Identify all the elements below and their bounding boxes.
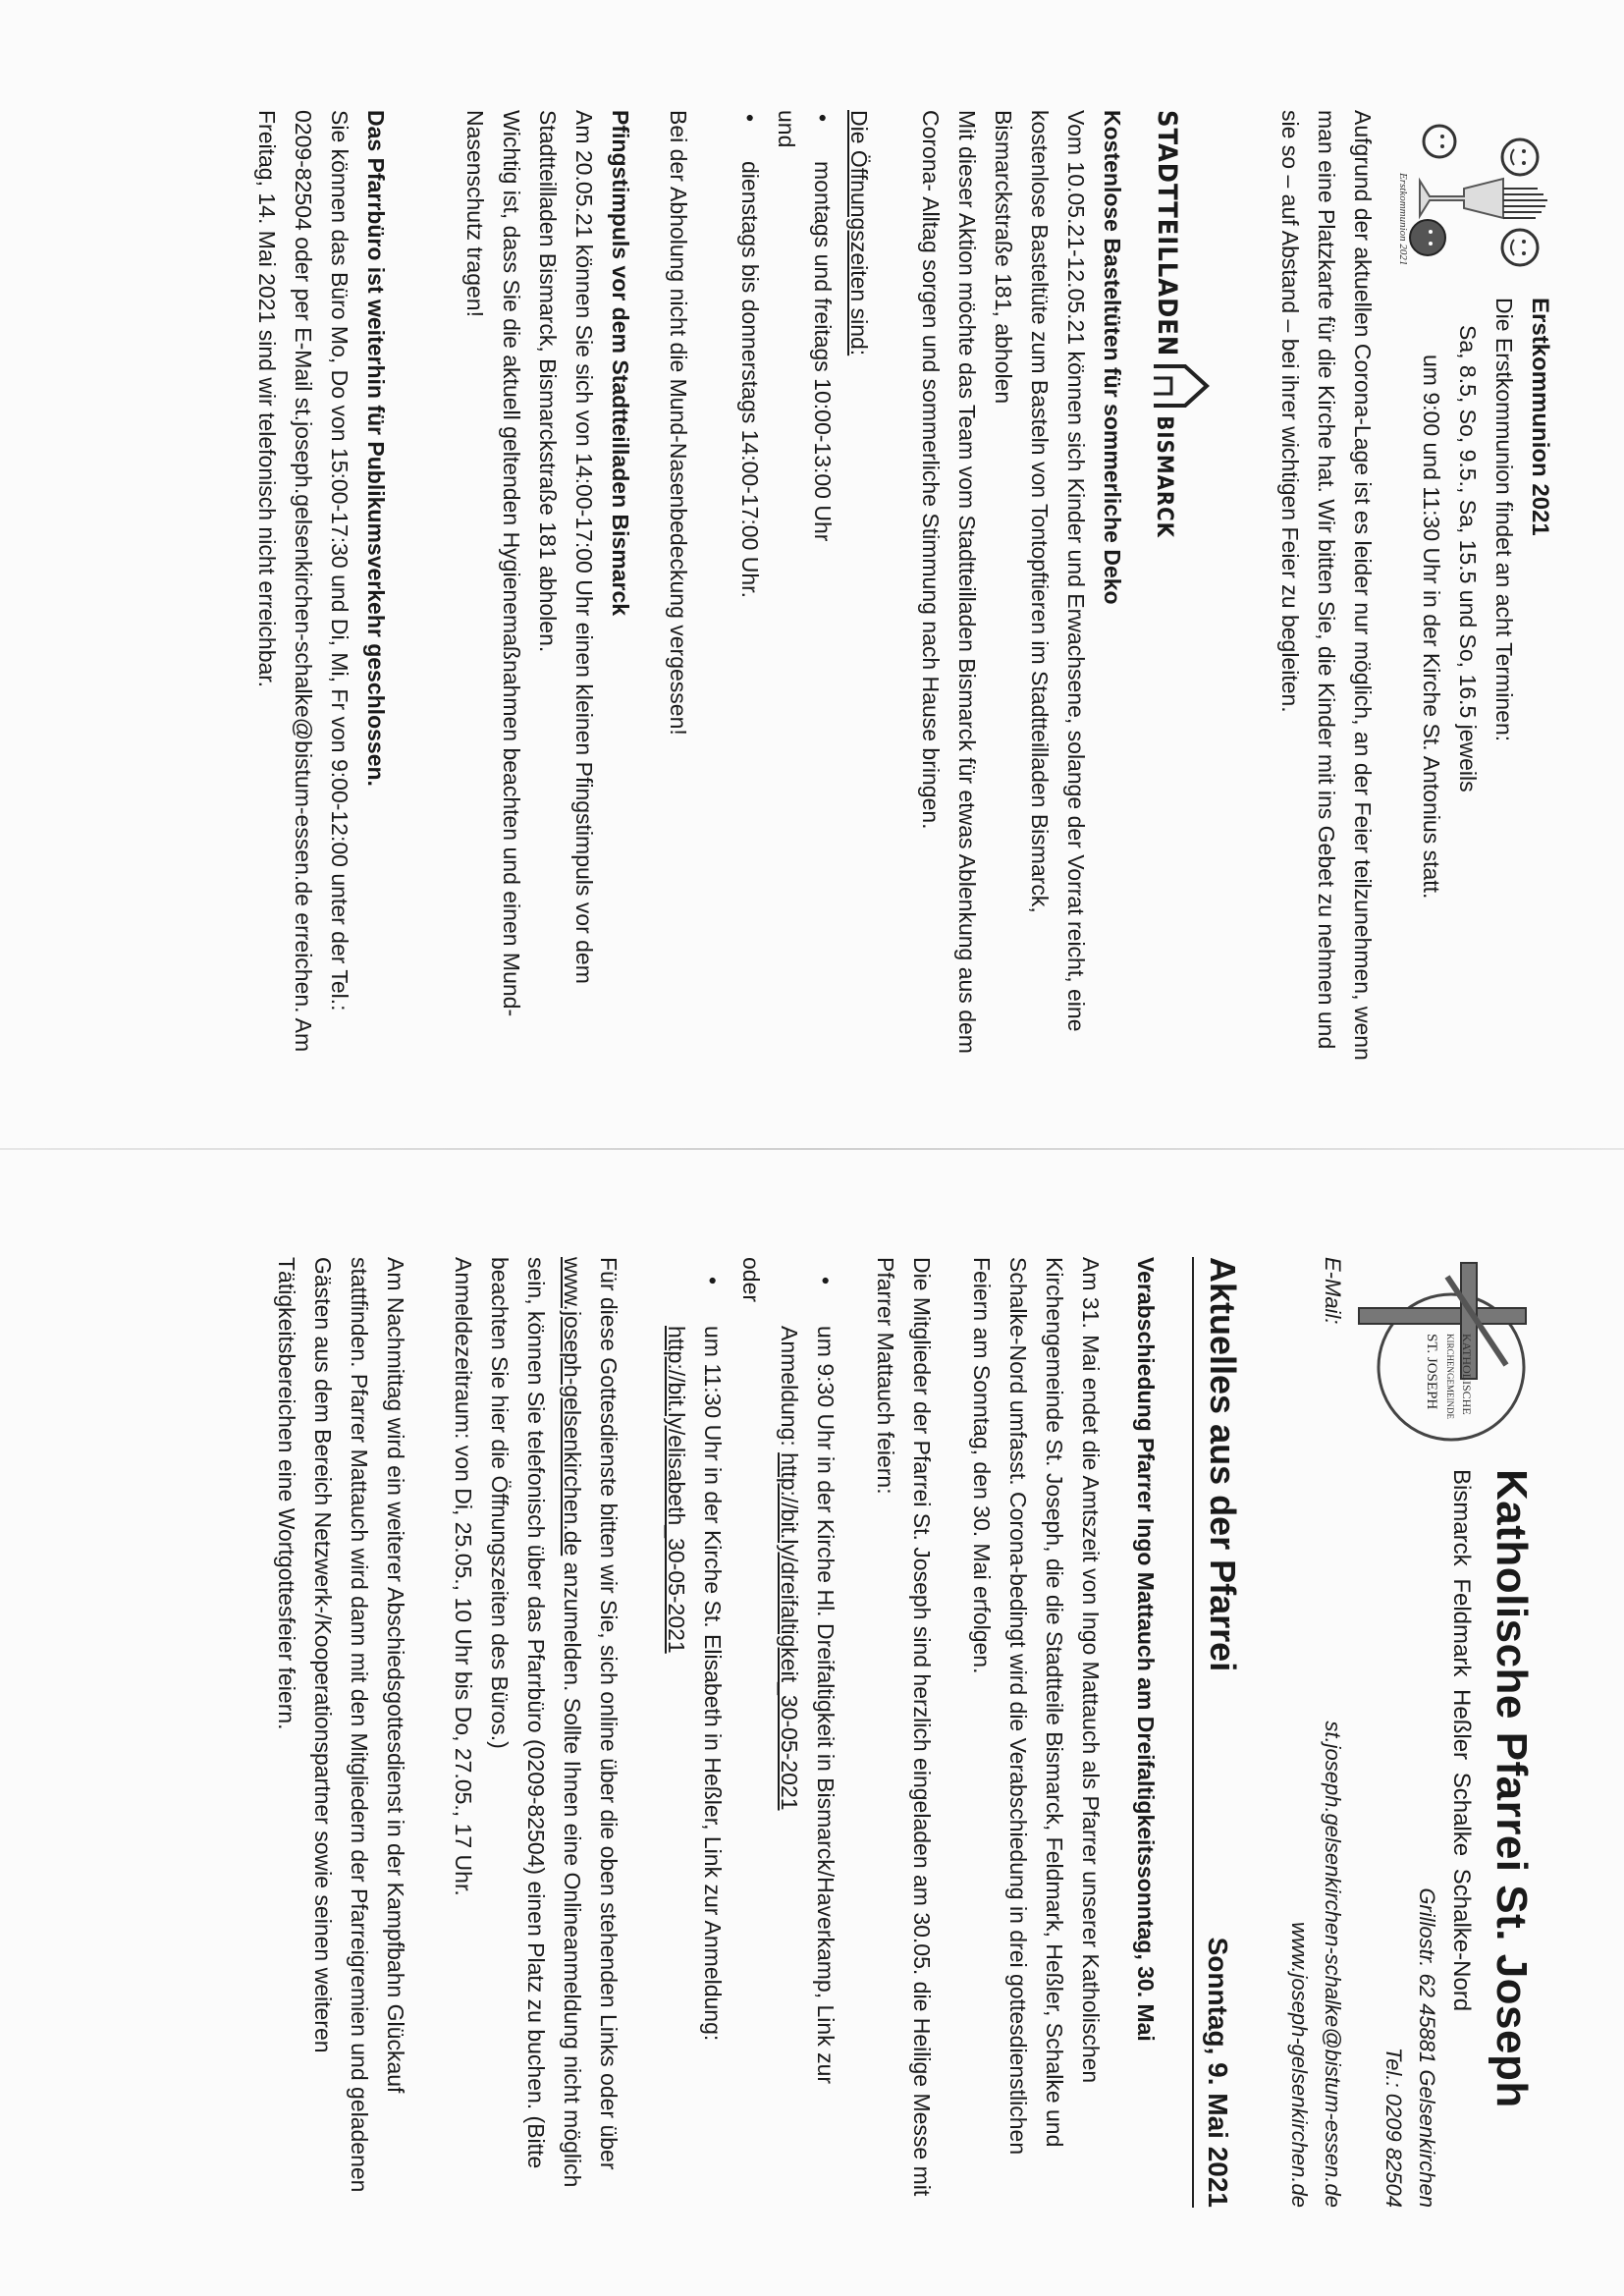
parish-website[interactable]: www.joseph-gelsenkirchen.de (1287, 1921, 1312, 2208)
craft-bags-section (912, 110, 1130, 1063)
office-section (248, 110, 394, 1063)
parish-phone: Tel.: 0209 82504 (1381, 2047, 1406, 2208)
news-bar (1192, 1257, 1243, 2208)
bullet-icon: • (813, 1277, 839, 1285)
office-heading: Das Pfarrbüro ist weiterhin für Publikumsverkehr geschlossen. (363, 110, 389, 787)
registration-link[interactable]: www.joseph-gelsenkirchen.de (560, 1257, 585, 1557)
house-icon (1152, 362, 1211, 410)
farewell-p1: Am 31. Mai endet die Amtszeit von Ingo Mattauch als Pfarrer unserer Katholischen Kirchengemeinde St. Joseph, die die Stadtteile Bismarck, Feldmark, Heßler, Schalke und Schalke-Nord umfasst. Corona-bedingt wird die Verabschiedung in drei gottesdienstlichen Feiern am Sonntag, den 30. Mai erfolgen. (969, 1257, 1104, 2156)
opening-hours-2: dienstags bis donnerstags 14:00-17:00 Uhr. (737, 161, 763, 598)
stadtteilladen-logo (1152, 110, 1228, 1063)
craft-bags-p1: Vom 10.05.21-12.05.21 können sich Kinder und Erwachsene, solange der Vorrat reicht, eine kostenlose Basteltüte zum Basteln von Tontopftieren im Stadtteilladen Bismarck, Bismarckstraße 181, abholen (991, 110, 1089, 1032)
bullet-icon: • (737, 114, 763, 123)
parish-logo-text-1: KATHOLISCHE (1460, 1334, 1474, 1415)
communion-header (1390, 110, 1557, 1063)
right-column (0, 1159, 1624, 2296)
cross-circle-icon (1349, 1257, 1545, 1444)
parish-logo-text-2: KIRCHENGEMEINDE (1445, 1334, 1455, 1419)
communion-dates-2: um 9:00 und 11:30 Uhr in der Kirche St. Antonius statt. (1419, 355, 1444, 900)
parish-header (1349, 1257, 1565, 2208)
news-title: Aktuelles aus der Pfarrei (1203, 1257, 1243, 1672)
bullet-icon: • (810, 114, 836, 123)
communion-intro: Die Erstkommunion findet an acht Terminen: (1491, 298, 1517, 742)
bullet-icon: • (700, 1277, 726, 1285)
pentecost-p2: Wichtig ist, dass Sie die aktuell geltenden Hygienemaßnahmen beachten und einen Mund- Nasenschutz tragen! (462, 110, 524, 1017)
craft-bags-heading: Kostenlose Basteltüten für sommerliche Deko (1100, 110, 1125, 605)
registration-period: Anmeldezeitraum: von Di, 25.05., 10 Uhr bis Do, 27.05., 17 Uhr. (451, 1257, 476, 1896)
left-column (0, 0, 1624, 1139)
opening-hours-1: montags und freitags 10:00-13:00 Uhr (810, 161, 836, 542)
mask-note: Bei der Abholung nicht die Mund-Nasenbedeckung vergessen! (666, 110, 691, 736)
registration-text-b: anzumelden. Sollte Ihnen eine Onlineanmeldung nicht möglich sein, können Sie telefonisch über das Pfarrbüro (0209-82504) einen Platz zu buchen. (Bitte beachten Sie hier die Öffnungszeiten des Büros.) (487, 1257, 585, 2188)
stadtteilladen-logo-right: BISMARCK (1152, 415, 1176, 539)
parish-logo (1349, 1257, 1545, 1444)
parish-districts: Bismarck Feldmark Heßler Schalke Schalke-Nord (1448, 1469, 1475, 2012)
registration-text-a: Für diese Gottesdienste bitten wir Sie, sich online über die oben stehenden Links oder über (596, 1257, 622, 2170)
stadtteilladen-logo-left: STADTTEILLADEN (1152, 110, 1182, 357)
mass-oder: oder (738, 1257, 764, 1303)
email-label: E-Mail: (1321, 1257, 1345, 1325)
parish-email[interactable]: st.joseph.gelsenkirchen-schalke@bistum-essen.de (1321, 1721, 1345, 2208)
craft-bags-p2: Mit dieser Aktion möchte das Team vom Stadtteilladen Bismarck für etwas Ablenkung aus dem Corona- Alltag sorgen und sommerliche Stimmung nach Hause bringen. (918, 110, 980, 1054)
farewell-p2: Die Mitglieder der Pfarrei St. Joseph sind herzlich eingeladen am 30.05. die Heilige Messe mit Pfarrer Mattauch feiern: (873, 1257, 935, 2197)
office-p1: Sie können das Büro Mo, Do von 15:00-17:30 und Di, Mi, Fr von 9:00-12:00 unter der Tel.: 0209-82504 oder per E-Mail st.joseph.gelsenkirchen-schalke@bistum-essen.de erreichen. Am Freitag, 14. Mai 2021 sind wir telefonisch nicht erreichbar. (254, 110, 352, 1053)
fold-line (0, 1148, 1624, 1150)
communion-logo (1390, 110, 1557, 282)
communion-logo-caption: Erstkommunion 2021 (1397, 173, 1409, 266)
mass-2-text: um 11:30 Uhr in der Kirche St. Elisabeth in Heßler, Link zur Anmeldung: (700, 1326, 726, 2042)
parish-address: Grillostr. 62 45881 Gelsenkirchen (1415, 1887, 1439, 2208)
opening-hours-und: und (774, 110, 799, 148)
communion-paragraph: Aufgrund der aktuellen Corona-Lage ist es leider nur möglich, an der Feier teilzunehmen, wenn man eine Platzkarte für die Kirche hat. Wir bitten Sie, die Kinder mit ins Gebet zu nehmen und sie so – auf Abstand – bei ihrer wichtigen Feier zu begleiten. (1277, 110, 1376, 1061)
opening-hours-label: Die Öffnungszeiten sind: (846, 110, 872, 356)
mass-list (658, 1257, 843, 2208)
pentecost-p1: Am 20.05.21 können Sie sich von 14:00-17:00 Uhr einen kleinen Pfingstimpuls vor dem Stadtteilladen Bismarck, Bismarckstraße 181 abholen. (535, 110, 597, 984)
parish-logo-text-3: ST. JOSEPH (1424, 1334, 1439, 1410)
mass-1-link[interactable]: http://bit.ly/dreifaltigkeit_30-05-2021 (777, 1452, 802, 1811)
mass-1-text: um 9:30 Uhr in der Kirche Hl. Dreifaltigkeit in Bismarck/Haverkamp, Link zur Anmeldung: (777, 1326, 839, 2085)
opening-hours (731, 110, 877, 1063)
farewell-heading: Verabschiedung Pfarrer Ingo Mattauch am Dreifaltigkeitssonntag, 30. Mai (1133, 1257, 1159, 2042)
communion-title: Erstkommunion 2021 (1527, 298, 1553, 536)
farewell-p4: Am Nachmittag wird ein weiterer Abschiedsgottesdienst in der Kampfbahn Glückauf stattfinden. Pfarrer Mattauch wird dann mit den Mitgliedern der Pfarreigremien und geladenen Gästen aus dem Bereich Netzwerk-/Kooperationspartner sowie seinen weiteren Tätigkeitsbereichen eine Wortgottesfeier feiern. (274, 1257, 408, 2193)
email-line (1316, 1257, 1349, 2208)
registration-section (445, 1257, 626, 2208)
pentecost-section (457, 110, 638, 1063)
pentecost-heading: Pfingstimpuls vor dem Stadtteilladen Bismarck (608, 110, 633, 617)
communion-dates-1: Sa, 8.5, So, 9.5., Sa, 15.5 und So, 16.5 jeweils (1455, 325, 1481, 793)
mass-2-link[interactable]: http://bit.ly/elisabeth_30-05-2021 (664, 1326, 689, 1654)
parish-title: Katholische Pfarrei St. Joseph (1488, 1469, 1536, 2108)
news-date: Sonntag, 9. Mai 2021 (1203, 1937, 1233, 2208)
children-chalice-icon (1390, 110, 1557, 282)
